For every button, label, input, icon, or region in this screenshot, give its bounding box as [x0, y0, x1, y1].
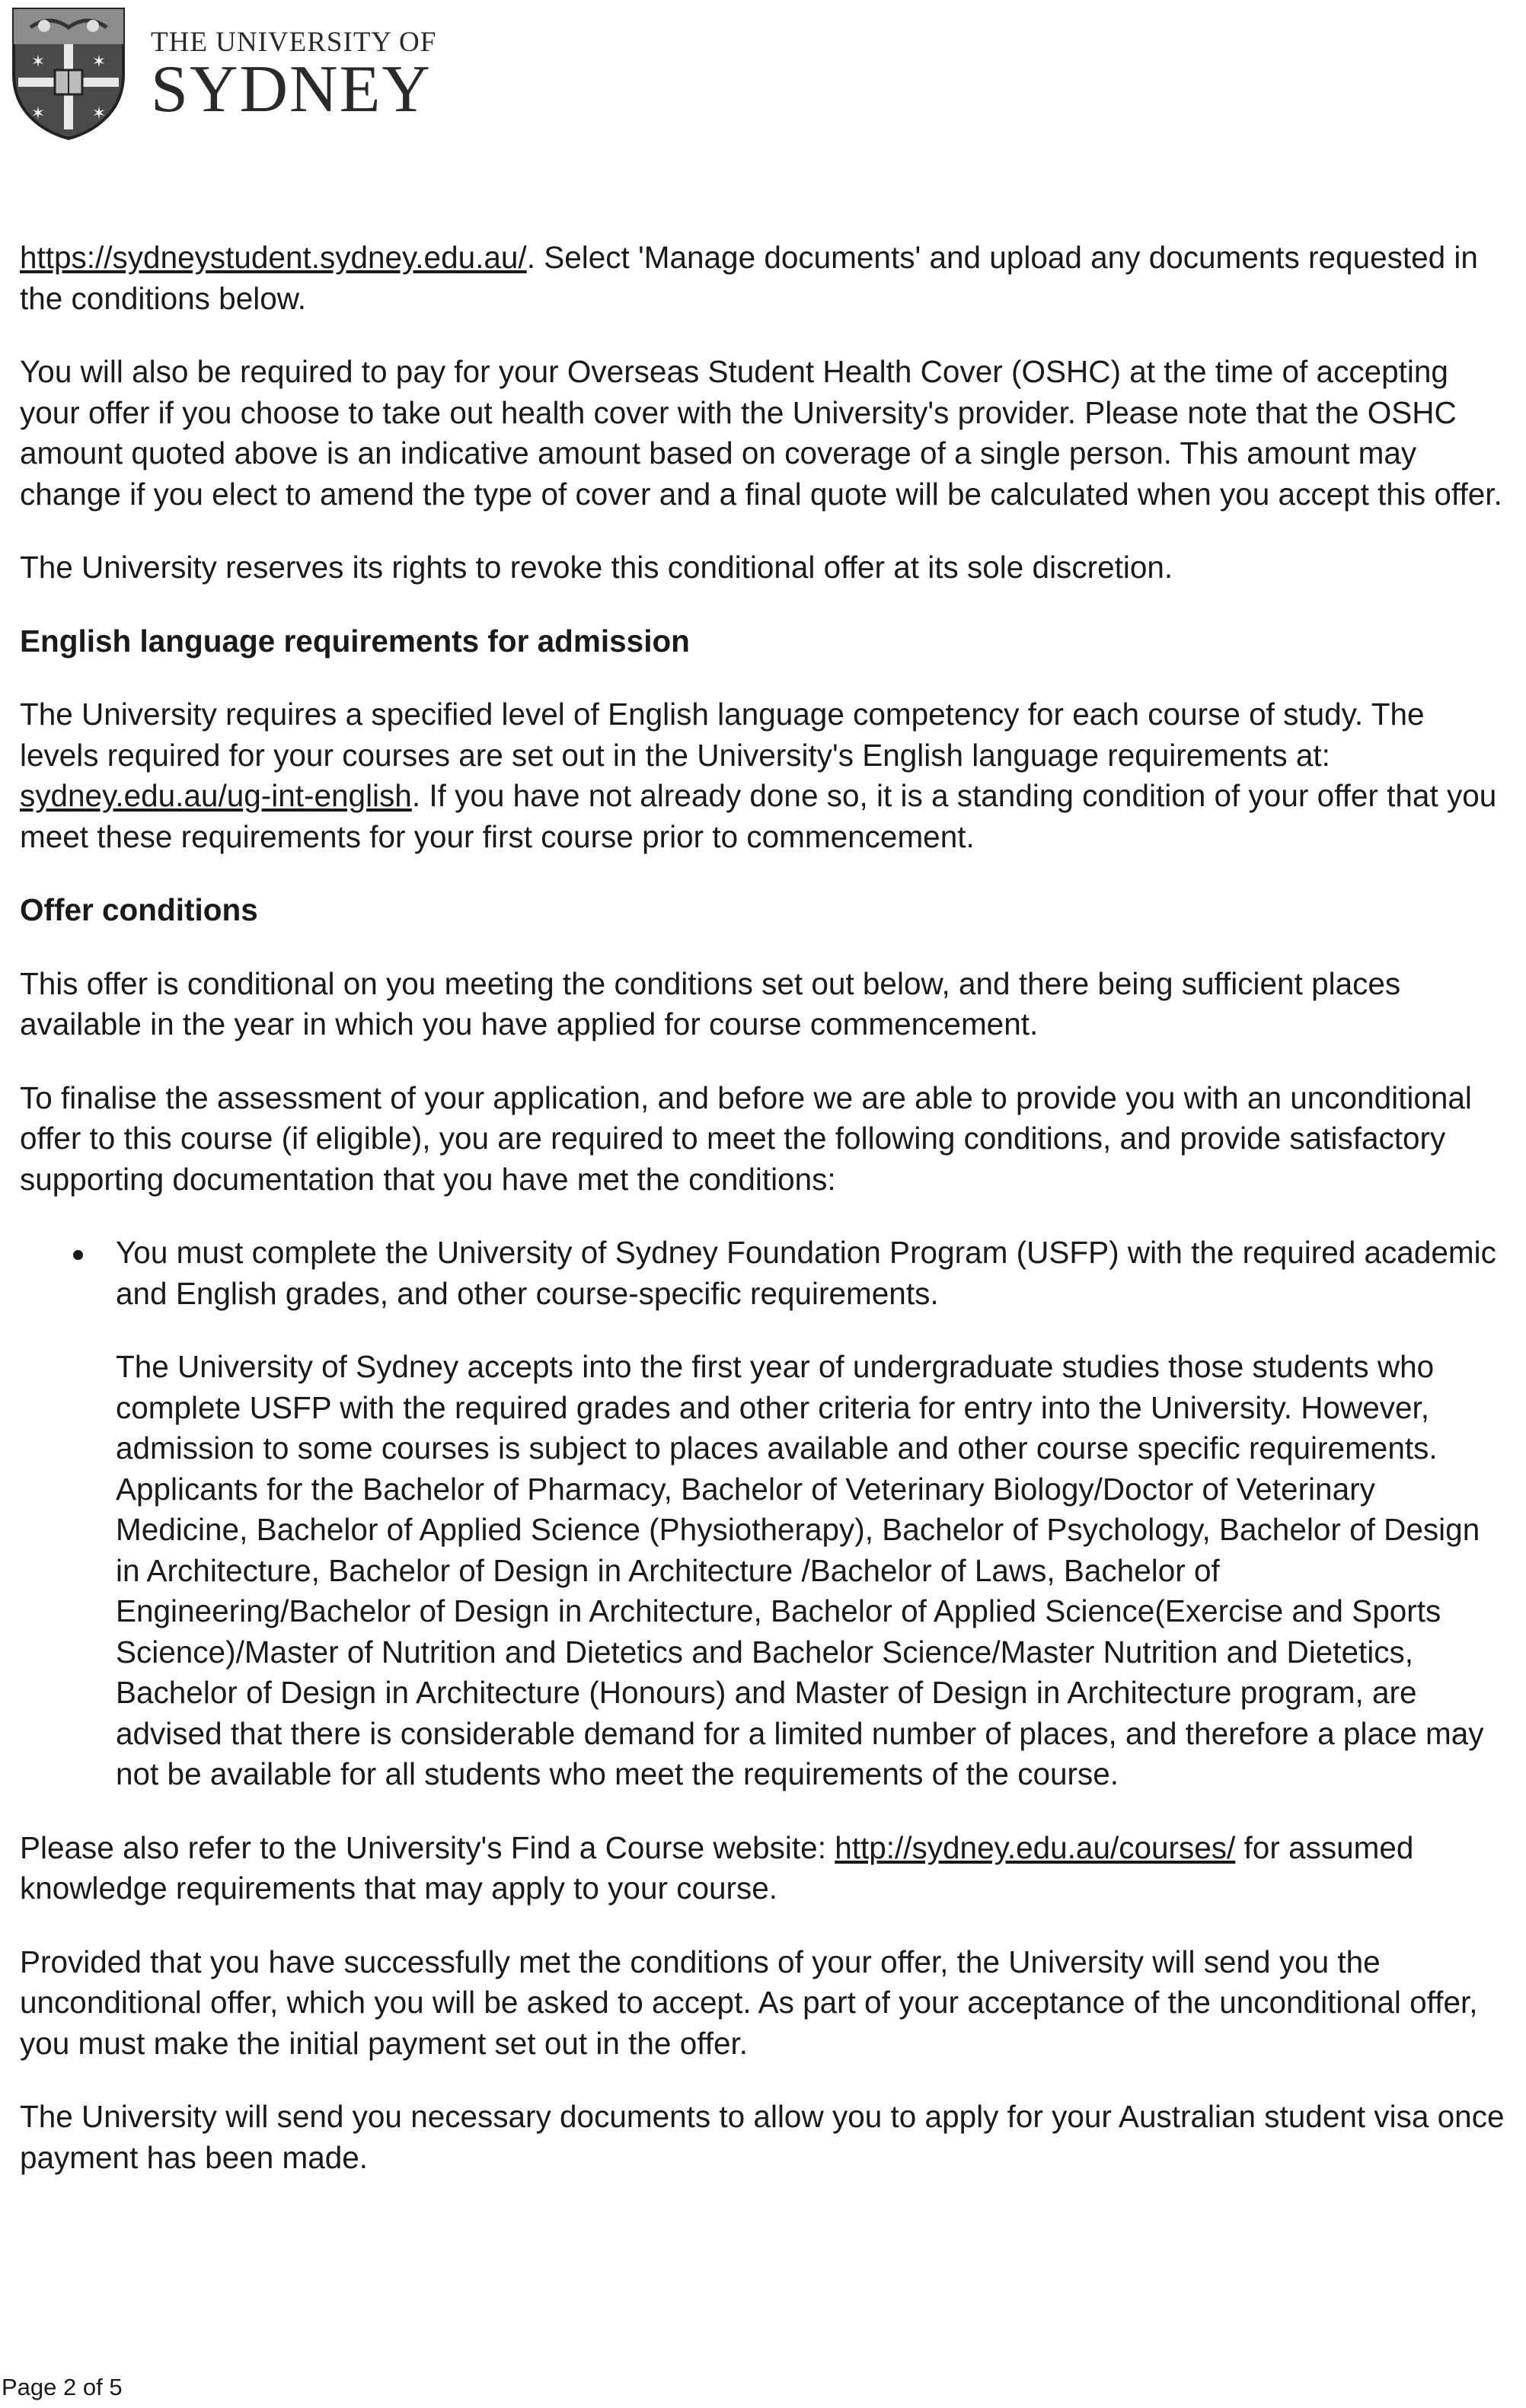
paragraph-find-course-before: Please also refer to the University's Find a Course website: — [20, 1829, 835, 1865]
paragraph-manage-documents — [20, 238, 1505, 319]
paragraph-english-after: . If you have not already done so, it is a standing condition of your offer that you meet these requirements for your first course prior to commencement. — [20, 778, 1497, 854]
logo-line-2: SYDNEY — [151, 53, 432, 126]
conditions-list — [20, 1233, 1505, 1795]
heading-offer-conditions: Offer conditions — [20, 892, 258, 927]
english-requirements-link[interactable]: sydney.edu.au/ug-int-english — [20, 778, 412, 813]
list-item — [116, 1233, 1505, 1795]
svg-text:✶: ✶ — [91, 53, 107, 72]
paragraph-manage-documents-text: . Select 'Manage documents' and upload any documents requested in the conditions below. — [20, 240, 1478, 316]
university-crest-icon — [8, 5, 129, 142]
svg-text:✶: ✶ — [30, 53, 46, 72]
letter-body — [20, 238, 1505, 2211]
paragraph-oshc: You will also be required to pay for your Overseas Student Health Cover (OSHC) at the time of accepting your offer if you choose to take out health cover with the University's provider. Please note that the OSHC amount quoted above is an indicative amount based on coverage of a single person. This amount may change if you elect to amend the type of cover and a final quote will be calculated when you accept this offer. — [20, 354, 1502, 512]
paragraph-unconditional-offer: Provided that you have successfully met the conditions of your offer, the University will send you the unconditional offer, which you will be asked to accept. As part of your acceptance of the unconditional offer, you must make the initial payment set out in the offer. — [20, 1944, 1478, 2061]
paragraph-visa: The University will send you necessary documents to allow you to apply for your Australian student visa once payment has been made. — [20, 2099, 1505, 2175]
paragraph-english — [20, 694, 1505, 857]
paragraph-find-course-after: for assumed knowledge requirements that may apply to your course. — [20, 1829, 1414, 1906]
bullet-icon — [73, 1250, 83, 1260]
svg-text:✶: ✶ — [30, 104, 46, 123]
svg-text:✶: ✶ — [91, 104, 107, 123]
page-number: Page 2 of 5 — [2, 2374, 123, 2400]
university-wordmark — [151, 5, 437, 126]
find-course-link[interactable]: http://sydney.edu.au/courses/ — [835, 1829, 1236, 1865]
paragraph-find-course — [20, 1828, 1505, 1909]
heading-english-requirements: English language requirements for admission — [20, 623, 690, 659]
sydney-student-link[interactable]: https://sydneystudent.sydney.edu.au/ — [20, 240, 527, 275]
condition-usfp: You must complete the University of Sydney Foundation Program (USFP) with the required academic and English grades, and other course-specific requirements. — [116, 1235, 1496, 1311]
university-logo — [8, 5, 436, 149]
paragraph-finalise: To finalise the assessment of your application, and before we are able to provide you with an unconditional offer to this course (if eligible), you are required to meet the following conditions, and provide satisfactory supporting documentation that you have met the conditions: — [20, 1080, 1472, 1197]
paragraph-english-before: The University requires a specified level of English language competency for each course of study. The levels required for your courses are set out in the University's English language requirements at: — [20, 697, 1425, 773]
logo-line-1: THE UNIVERSITY OF — [151, 27, 437, 58]
condition-usfp-detail: The University of Sydney accepts into the first year of undergraduate studies those students who complete USFP with the required grades and other criteria for entry into the University. However, admission to some courses is subject to places available and other course specific requirements. Applicants for the Bachelor of Pharmacy, Bachelor of Veterinary Biology/Doctor of Veterinary Medicine, Bachelor of Applied Science (Physiotherapy), Bachelor of Psychology, Bachelor of Design in Architecture, Bachelor of Design in Architecture /Bachelor of Laws, Bachelor of Engineering/Bachelor of Design in Architecture, Bachelor of Applied Science(Exercise and Sports Science)/Master of Nutrition and Dietetics and Bachelor Science/Master Nutrition and Dietetics, Bachelor of Design in Architecture (Honours) and Master of Design in Architecture program, are advised that there is considerable demand for a limited number of places, and therefore a place may not be available for all students who meet the requirements of the course. — [116, 1349, 1484, 1791]
paragraph-conditional: This offer is conditional on you meeting the conditions set out below, and there being sufficient places available in the year in which you have applied for course commencement. — [20, 965, 1401, 1041]
paragraph-revoke: The University reserves its rights to revoke this conditional offer at its sole discretion. — [20, 550, 1173, 585]
